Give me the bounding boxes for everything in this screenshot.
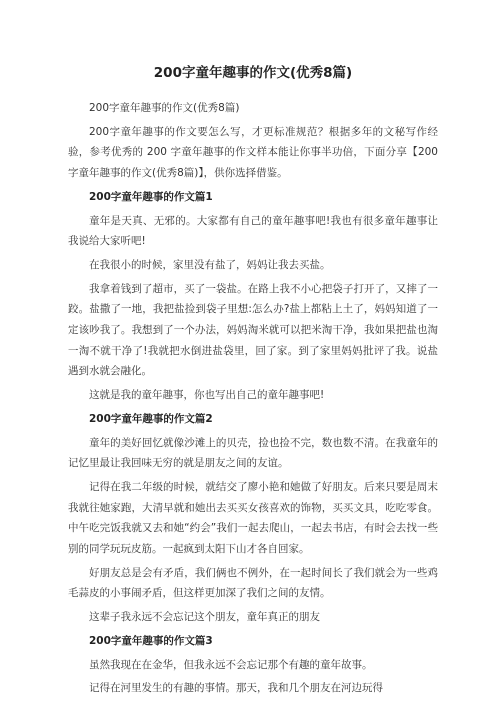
intro-paragraph: 200字童年趣事的作文要怎么写，才更标准规范？根据多年的文秘写作经验，参考优秀的 200 字童年趣事的作文样本能让你事半功倍，下面分享【200字童年趣事的作文(优秀8篇)】，供你选择借鉴。 <box>68 125 438 180</box>
body-paragraph: 记得在河里发生的有趣的事情。那天，我和几个朋友在河边玩得 <box>89 682 383 695</box>
section-heading-2: 200字童年趣事的作文篇2 <box>89 412 213 425</box>
body-paragraph: 记得在我二年级的时候，就结交了廖小艳和她做了好朋友。后来只要是周末我就往她家跑，大清早就和她出去买买女孩喜欢的饰物，买买文具，吃吃零食。中午吃完饭我就又去和她“约会”我们一起去爬山，一起去书店，有时会去找一些别的同学玩玩皮筋。一起疯到太阳下山才各自回家。 <box>68 480 438 556</box>
body-paragraph: 虽然我现在在金华，但我永远不会忘记那个有趣的童年故事。 <box>89 658 373 671</box>
section-heading-1: 200字童年趣事的作文篇1 <box>89 190 213 203</box>
body-paragraph: 童年是天真、无邪的。大家都有自己的童年趣事吧!我也有很多童年趣事让我说给大家听吧! <box>68 214 438 248</box>
document-title: 200字童年趣事的作文(优秀8篇) <box>153 65 353 81</box>
body-paragraph: 我拿着钱到了超市，买了一袋盐。在路上我不小心把袋子打开了，又摔了一跤。盐撒了一地，我把盐捡到袋子里想:怎么办?盐上都粘上土了，妈妈知道了一定该吵我了。我想到了一个办法，妈妈淘米就可以把米淘干净，我如果把盐也淘一淘不就干净了!我就把水倒进盐袋里，回了家。到了家里妈妈批评了我。说盐遇到水就会融化。 <box>68 282 438 378</box>
section-heading-3: 200字童年趣事的作文篇3 <box>89 634 213 647</box>
body-paragraph: 童年的美好回忆就像沙滩上的贝壳，捡也捡不完，数也数不清。在我童年的记忆里最让我回味无穷的就是朋友之间的友谊。 <box>68 436 438 470</box>
body-paragraph: 这辈子我永远不会忘记这个朋友，童年真正的朋友 <box>89 611 320 624</box>
body-paragraph: 在我很小的时候，家里没有盐了，妈妈让我去买盐。 <box>89 258 331 271</box>
subtitle-line: 200字童年趣事的作文(优秀8篇) <box>89 102 240 114</box>
body-paragraph: 这就是我的童年趣事，你也写出自己的童年趣事吧! <box>89 389 325 402</box>
body-paragraph: 好朋友总是会有矛盾，我们俩也不例外，在一起时间长了我们就会为一些鸡毛蒜皮的小事闹矛盾，但这样更加深了我们之间的友情。 <box>68 566 438 600</box>
